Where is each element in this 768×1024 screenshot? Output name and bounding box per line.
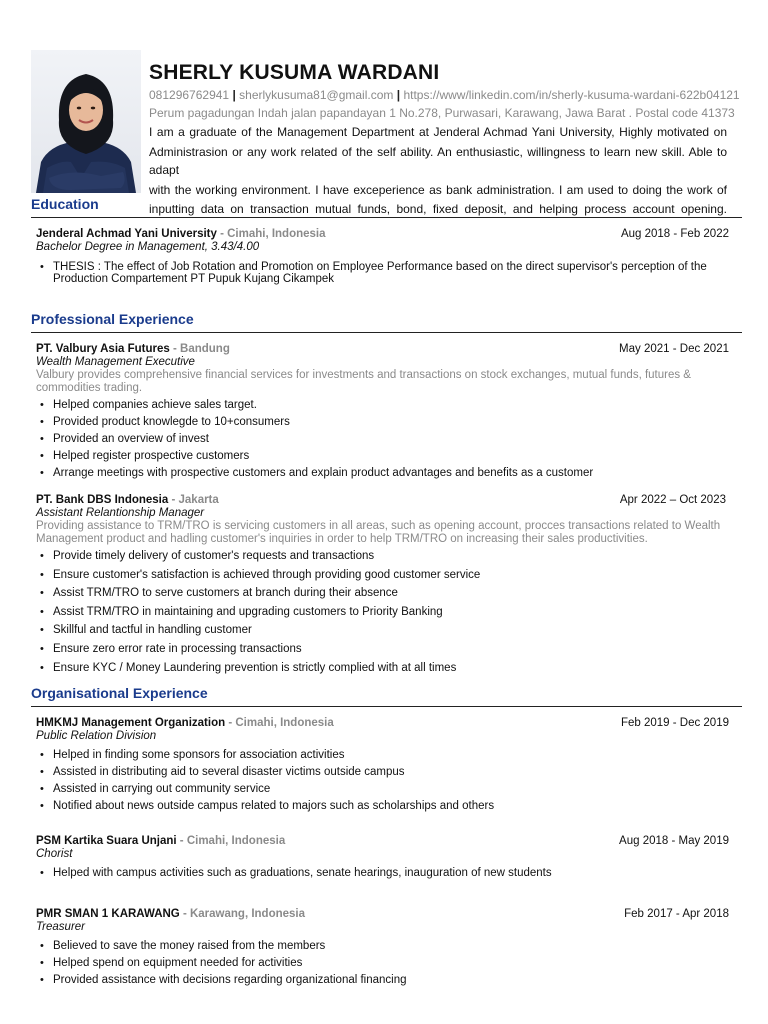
section-divider <box>31 706 742 707</box>
list-item: • Provided assistance with decisions regarding organizational financing <box>53 973 729 987</box>
organisation-entry <box>31 834 741 880</box>
list-item: • Believed to save the money raised from the members <box>53 939 729 953</box>
experience-entry <box>31 342 741 480</box>
organisation-name: PMR SMAN 1 KARAWANG <box>36 908 180 920</box>
entry-header <box>36 907 729 921</box>
entry-date: Feb 2019 - Dec 2019 <box>620 717 729 729</box>
bullet-list <box>36 748 729 813</box>
organisation-entry <box>31 716 741 813</box>
list-item: • Ensure zero error rate in processing transactions <box>53 642 729 656</box>
organisation-name: HMKMJ Management Organization <box>36 717 226 729</box>
company-description: Providing assistance to TRM/TRO is servicing customers in all areas, such as opening account, procces transactions related to Wealth Management product and hadling customer's inquiries in order to help TRM/TRO on increasing their sales productivities. <box>36 520 721 545</box>
entry-header <box>36 227 729 241</box>
candidate-name: SHERLY KUSUMA WARDANI <box>149 61 440 84</box>
list-item: • Assisted in distributing aid to several disaster victims outside campus <box>53 765 729 779</box>
entry-location: - Cimahi, Indonesia <box>225 717 334 729</box>
list-item: • Helped register prospective customers <box>53 449 729 463</box>
list-item: • Assist TRM/TRO to serve customers at branch during their absence <box>53 586 729 600</box>
entry-location: - Bandung <box>169 343 230 355</box>
experience-section <box>31 310 741 675</box>
company-name: PT. Bank DBS Indonesia <box>36 494 169 506</box>
organisation-name: PSM Kartika Suara Unjani <box>36 835 177 847</box>
list-item: • Notified about news outside campus related to majors such as scholarships and others <box>53 799 729 813</box>
list-item: • Provided an overview of invest <box>53 432 729 446</box>
entry-date: Aug 2018 - May 2019 <box>619 835 729 847</box>
list-item: • Ensure KYC / Money Laundering prevention is strictly complied with at all times <box>53 661 729 675</box>
company-description: Valbury provides comprehensive financial services for investments and transactions on stock exchanges, mutual funds, futures & commodities trading. <box>36 369 691 394</box>
bullet-list <box>36 398 729 480</box>
position-title: Public Relation Division <box>36 730 157 742</box>
list-item: • Provide timely delivery of customer's requests and transactions <box>53 549 729 563</box>
list-item: • Helped in finding some sponsors for association activities <box>53 748 729 762</box>
list-item: • Helped companies achieve sales target. <box>53 398 729 412</box>
job-title: Wealth Management Executive <box>36 356 195 368</box>
email-link[interactable]: sherlykusuma81@gmail.com <box>239 88 394 102</box>
entry-location: - Karawang, Indonesia <box>179 908 306 920</box>
bullet-list <box>36 866 729 880</box>
organisational-section <box>31 684 741 987</box>
profile-photo <box>31 50 141 193</box>
entry-date: Feb 2017 - Apr 2018 <box>624 908 729 920</box>
entry-header <box>36 716 729 730</box>
list-item: • Helped with campus activities such as graduations, senate hearings, inauguration of new students <box>53 866 729 880</box>
list-item: • Ensure customer's satisfaction is achieved through providing good customer service <box>53 568 729 582</box>
summary-line: Administrasion or any work related of the self ability. An enthusiastic, willingness to learn new skill. Able to adapt <box>149 144 727 177</box>
entry-location: - Jakarta <box>168 494 219 506</box>
section-title: Education <box>31 196 99 212</box>
separator: | <box>232 88 236 102</box>
entry-location: - Cimahi, Indonesia <box>216 228 326 240</box>
education-section <box>31 195 741 285</box>
experience-entry <box>31 493 741 675</box>
position-title: Chorist <box>36 848 73 860</box>
entry-header <box>36 342 729 356</box>
phone-number[interactable]: 081296762941 <box>149 88 230 102</box>
bullet-list <box>36 261 729 285</box>
bullet-list <box>36 939 729 987</box>
entry-location: - Cimahi, Indonesia <box>176 835 286 847</box>
summary-line: inputting data on transaction mutual funds, bond, fixed deposit, and helping process account opening. <box>149 202 727 216</box>
separator: | <box>396 88 401 102</box>
list-item: • THESIS : The effect of Job Rotation and Promotion on Employee Performance based on the direct supervisor's perception of the Production Compartement PT Pupuk Kujang Cikampek <box>53 261 729 285</box>
entry-header <box>36 834 729 848</box>
list-item: • Skillful and tactful in handling customer <box>53 623 729 637</box>
section-title: Professional Experience <box>31 311 194 327</box>
section-title: Organisational Experience <box>31 685 208 701</box>
summary-line: with the working environment. I have exceperience as bank administration. I am used to doing the work of <box>149 182 727 197</box>
entry-date: May 2021 - Dec 2021 <box>619 343 729 355</box>
organisation-entry <box>31 907 741 987</box>
education-entry <box>31 227 741 285</box>
summary-line: I am a graduate of the Management Department at Jenderal Achmad Yani University, Highly motivated on <box>149 125 727 139</box>
entry-header <box>36 493 729 507</box>
list-item: • Helped spend on equipment needed for activities <box>53 956 729 970</box>
list-item: • Assist TRM/TRO in maintaining and upgrading customers to Priority Banking <box>53 605 729 619</box>
entry-date: Apr 2022 – Oct 2023 <box>619 494 726 506</box>
contact-line <box>149 86 740 104</box>
linkedin-link[interactable]: https://www/linkedin.com/in/sherly-kusuma-wardani-622b04121 <box>403 88 740 102</box>
address-line: Perum pagadungan Indah jalan papandayan 1 No.278, Purwasari, Karawang, Jawa Barat . Postal code 41373 <box>149 106 735 120</box>
list-item: • Assisted in carrying out community service <box>53 782 729 796</box>
list-item: • Arrange meetings with prospective customers and explain product advantages and benefits as a customer <box>53 466 729 480</box>
section-divider <box>31 332 742 333</box>
institution-name: Jenderal Achmad Yani University <box>36 228 217 240</box>
entry-date: Aug 2018 - Feb 2022 <box>620 228 729 240</box>
bullet-list <box>36 549 729 675</box>
job-title: Assistant Relantionship Manager <box>36 507 205 519</box>
list-item: • Provided product knowlegde to 10+consumers <box>53 415 729 429</box>
company-name: PT. Valbury Asia Futures <box>36 343 170 355</box>
degree: Bachelor Degree in Management, 3.43/4.00 <box>36 241 260 253</box>
position-title: Treasurer <box>36 921 85 933</box>
section-divider <box>31 217 742 218</box>
